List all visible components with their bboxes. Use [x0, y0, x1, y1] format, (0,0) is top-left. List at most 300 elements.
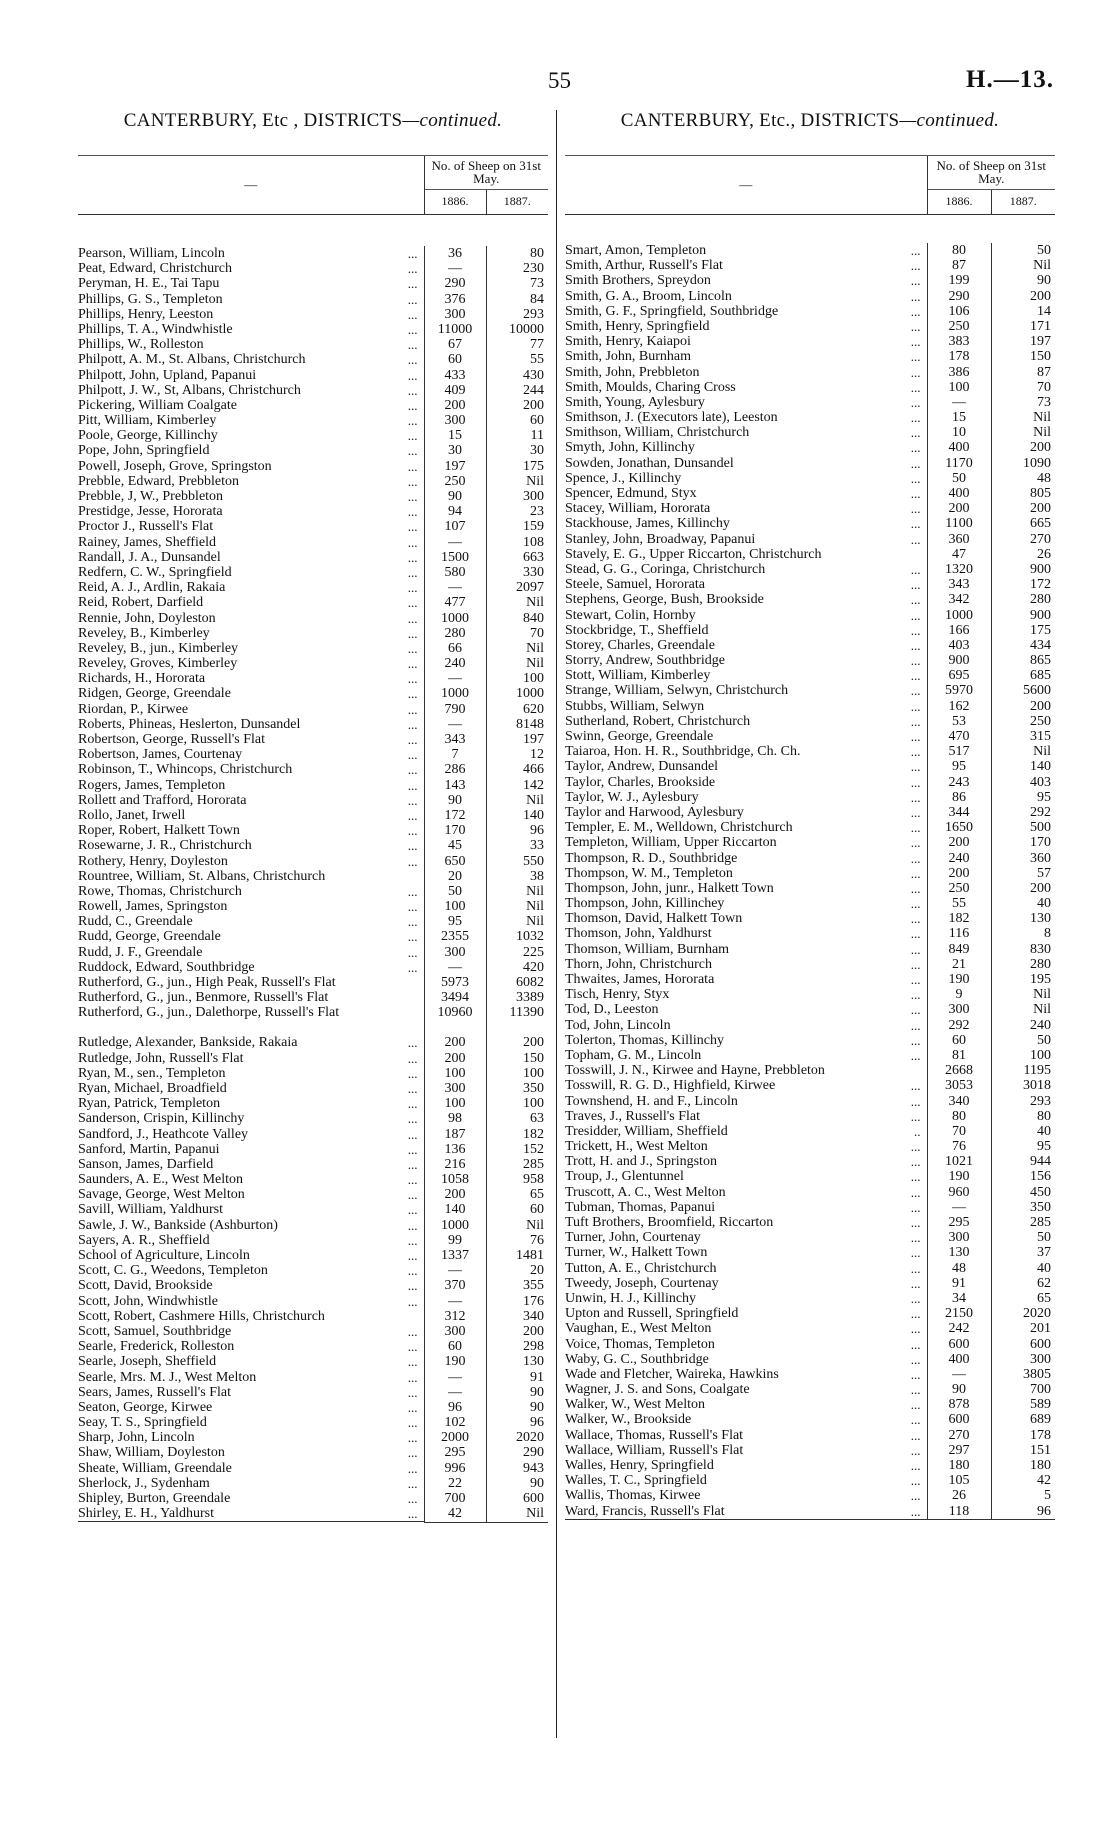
leader-dots: ...: [910, 865, 921, 881]
leader-dots: ...: [910, 1458, 921, 1473]
leader-dots: ...: [407, 914, 418, 930]
owner-cell: [78, 307, 424, 322]
sheep-count-1886: 292: [927, 1018, 991, 1033]
leader-dots: ...: [407, 337, 418, 353]
table-row: [78, 960, 548, 975]
owner-name: Thompson, W. M., Templeton: [565, 865, 733, 881]
leader-dots: ...: [910, 729, 921, 744]
leader-dots: ...: [407, 473, 418, 489]
owner-name: Thomson, John, Yaldhurst: [565, 926, 712, 942]
leader-dots: ...: [910, 1199, 921, 1215]
table-row: [565, 1428, 1055, 1443]
owner-name: Smith, John, Prebbleton: [565, 364, 700, 380]
sheep-count-1887: 350: [486, 1081, 548, 1096]
owner-name: Ruddock, Edward, Southbridge: [78, 959, 255, 975]
owner-name: Thomson, David, Halkett Town: [565, 911, 743, 927]
owner-cell: [78, 595, 424, 610]
owner-name: Rountree, William, St. Albans, Christchurch: [78, 868, 326, 884]
sheep-count-1886: —: [424, 580, 486, 595]
leader-dots: ...: [407, 321, 418, 337]
owner-cell: [78, 869, 424, 884]
table-row: [565, 608, 1055, 623]
owner-cell: [78, 337, 424, 352]
owner-name: Thorn, John, Christchurch: [565, 956, 712, 972]
leader-dots: ...: [407, 291, 418, 307]
sheep-count-1887: 96: [486, 1415, 548, 1430]
owner-name: Sheate, William, Greendale: [78, 1460, 232, 1476]
leader-dots: ...: [910, 486, 921, 501]
sheep-count-1887: 40: [991, 1261, 1055, 1276]
leader-dots: ...: [407, 1172, 418, 1188]
table-row: [565, 1033, 1055, 1048]
owner-name: Philpott, A. M., St. Albans, Christchurch: [78, 352, 306, 368]
sheep-count-1887: 201: [991, 1321, 1055, 1336]
sheep-count-1887: 943: [486, 1461, 548, 1476]
table-row: [78, 1233, 548, 1248]
sheep-count-1887: 685: [991, 668, 1055, 683]
owner-name: Ward, Francis, Russell's Flat: [565, 1504, 887, 1520]
leader-dots: ...: [407, 276, 418, 292]
sheep-count-1886: 1337: [424, 1248, 486, 1263]
sheep-count-1887: 159: [486, 519, 548, 534]
owner-name: Rutledge, John, Russell's Flat: [78, 1050, 244, 1066]
leader-dots: ...: [407, 1415, 418, 1431]
sheep-count-1886: 343: [927, 577, 991, 592]
sheep-count-1886: —: [424, 960, 486, 975]
leader-dots: ...: [910, 1336, 921, 1352]
sheep-count-1886: —: [424, 535, 486, 550]
owner-name: Sanderson, Crispin, Killinchy: [78, 1111, 245, 1127]
sheep-count-1886: 1100: [927, 516, 991, 531]
sheep-count-1887: 466: [486, 762, 548, 777]
owner-name: Savage, George, West Melton: [78, 1187, 245, 1203]
leader-dots: ...: [910, 774, 921, 790]
sheep-count-1886: 90: [927, 1382, 991, 1397]
owner-cell: [78, 778, 424, 793]
owner-name: Storey, Charles, Greendale: [565, 637, 715, 653]
sheep-count-1887: Nil: [991, 258, 1055, 273]
sheep-count-1887: 330: [486, 565, 548, 580]
sheep-count-1886: —: [927, 1200, 991, 1215]
owner-name: Taylor, Andrew, Dunsandel: [565, 759, 719, 775]
leader-dots: ...: [407, 1339, 418, 1355]
owner-name: Townshend, H. and F., Lincoln: [565, 1093, 738, 1109]
right-year-1887: 1887.: [991, 190, 1055, 215]
sheep-count-1886: 10960: [424, 1005, 486, 1035]
leader-dots: ...: [910, 379, 921, 395]
sheep-count-1887: 500: [991, 820, 1055, 835]
owner-name: Peat, Edward, Christchurch: [78, 261, 232, 277]
leader-dots: ...: [407, 1278, 418, 1294]
sheep-count-1886: 11000: [424, 322, 486, 337]
table-row: [78, 1172, 548, 1187]
sheep-count-1886: 26: [927, 1488, 991, 1503]
table-row: [78, 869, 548, 884]
table-row: [565, 1154, 1055, 1169]
sheep-count-1887: 315: [991, 729, 1055, 744]
sheep-count-1887: 95: [991, 1139, 1055, 1154]
table-row: [565, 1124, 1055, 1139]
table-row: [78, 1294, 548, 1309]
table-row: [78, 413, 548, 428]
leader-dots: ...: [910, 1351, 921, 1367]
owner-name: Pickering, William Coalgate: [78, 397, 237, 413]
leader-dots: ...: [910, 410, 921, 426]
sheep-count-1887: 240: [991, 1018, 1055, 1033]
right-column-title: CANTERBURY, Etc., DISTRICTS—continued.: [620, 110, 1000, 131]
owner-cell: [78, 1354, 424, 1369]
owner-name: Stewart, Colin, Hornby: [565, 607, 696, 623]
sheep-count-1886: 136: [424, 1142, 486, 1157]
owner-name: Smith, G. A., Broom, Lincoln: [565, 288, 732, 304]
sheep-count-1886: 242: [927, 1321, 991, 1336]
leader-dots: ...: [407, 458, 418, 474]
sheep-count-1886: 172: [424, 808, 486, 823]
table-row: [78, 823, 548, 838]
sheep-count-1886: 477: [424, 595, 486, 610]
sheep-count-1886: 90: [424, 489, 486, 504]
sheep-count-1887: 95: [991, 790, 1055, 805]
sheep-count-1887: 1000: [486, 686, 548, 701]
owner-name: Templer, E. M., Welldown, Christchurch: [565, 820, 793, 836]
sheep-count-1886: 700: [424, 1491, 486, 1506]
owner-name: Wagner, J. S. and Sons, Coalgate: [565, 1382, 750, 1398]
leader-dots: ...: [407, 1111, 418, 1127]
sheep-count-1887: 195: [991, 972, 1055, 987]
sheep-count-1886: 105: [927, 1473, 991, 1488]
owner-cell: [78, 322, 424, 337]
table-row: [78, 914, 548, 929]
sheep-count-1886: 182: [927, 911, 991, 926]
sheep-count-1886: 290: [424, 276, 486, 291]
sheep-count-1886: 433: [424, 368, 486, 383]
sheep-count-1886: 100: [424, 1096, 486, 1111]
leader-dots: ...: [407, 1323, 418, 1339]
leader-dots: ...: [910, 470, 921, 486]
table-row: [78, 1445, 548, 1460]
sheep-count-1887: Nil: [486, 595, 548, 610]
owner-cell: [78, 975, 424, 990]
owner-name: Pearson, William, Lincoln: [78, 246, 225, 261]
owner-name: Sanford, Martin, Papanui: [78, 1141, 220, 1157]
sheep-count-1886: 250: [927, 319, 991, 334]
table-row: [565, 334, 1055, 349]
sheep-count-1886: —: [424, 1385, 486, 1400]
owner-cell: [78, 1430, 424, 1445]
sheep-count-1887: 350: [991, 1200, 1055, 1215]
sheep-count-1887: Nil: [486, 899, 548, 914]
sheep-count-1886: 20: [424, 869, 486, 884]
leader-dots: ...: [910, 1382, 921, 1398]
left-sheep-table: [78, 246, 548, 1523]
leader-dots: ...: [407, 397, 418, 413]
leader-dots: [418, 1005, 424, 1035]
table-row: [565, 1488, 1055, 1503]
owner-name: Reveley, Groves, Kimberley: [78, 656, 238, 672]
owner-cell: [78, 762, 424, 777]
owner-cell: [78, 823, 424, 838]
leader-dots: ...: [910, 318, 921, 334]
sheep-count-1887: 50: [991, 1230, 1055, 1245]
leader-dots: ...: [910, 1427, 921, 1443]
sheep-count-1886: —: [424, 1370, 486, 1385]
table-row: [78, 1035, 548, 1050]
owner-cell: [78, 474, 424, 489]
sheep-count-1887: Nil: [486, 474, 548, 489]
sheep-count-1887: 1090: [991, 456, 1055, 471]
table-row: [565, 1321, 1055, 1336]
table-row: [78, 261, 548, 276]
sheep-count-1886: 130: [927, 1245, 991, 1260]
owner-name: Ryan, M., sen., Templeton: [78, 1065, 226, 1081]
owner-name: Tosswill, R. G. D., Highfield, Kirwee: [565, 1078, 776, 1094]
leader-dots: ...: [910, 956, 921, 972]
sheep-count-1887: 293: [486, 307, 548, 322]
sheep-count-1886: 290: [927, 289, 991, 304]
leader-dots: ...: [910, 1032, 921, 1048]
sheep-count-1886: 36: [424, 246, 486, 261]
owner-cell: [78, 899, 424, 914]
sheep-count-1886: 187: [424, 1127, 486, 1142]
owner-name: Smith, Young, Aylesbury: [565, 394, 705, 410]
table-row: [78, 1005, 548, 1035]
leader-dots: ...: [910, 653, 921, 669]
sheep-count-1886: 102: [424, 1415, 486, 1430]
leader-dots: ...: [910, 698, 921, 714]
sheep-count-1886: —: [927, 395, 991, 410]
owner-cell: [78, 1005, 424, 1035]
sheep-count-1886: 360: [927, 532, 991, 547]
owner-cell: [78, 1035, 424, 1050]
leader-dots: ...: [407, 1187, 418, 1203]
owner-cell: [78, 504, 424, 519]
table-row: [565, 516, 1055, 531]
owner-cell: [78, 1445, 424, 1460]
sheep-count-1886: 100: [927, 380, 991, 395]
table-row: [565, 805, 1055, 820]
sheep-count-1886: 99: [424, 1233, 486, 1248]
leader-dots: ...: [407, 1293, 418, 1309]
sheep-count-1886: 400: [927, 1352, 991, 1367]
table-row: [565, 1473, 1055, 1488]
table-row: [565, 456, 1055, 471]
sheep-count-1886: 200: [424, 1035, 486, 1050]
table-row: [78, 276, 548, 291]
leader-dots: ...: [910, 637, 921, 653]
sheep-count-1886: 300: [424, 413, 486, 428]
leader-dots: ...: [407, 656, 418, 672]
table-row: [78, 1385, 548, 1400]
table-row: [78, 717, 548, 732]
owner-name: Strange, William, Selwyn, Christchurch: [565, 683, 789, 699]
leader-dots: ...: [910, 683, 921, 699]
table-row: [78, 1142, 548, 1157]
leader-dots: [418, 975, 424, 990]
sheep-count-1886: 118: [927, 1504, 991, 1520]
owner-name: Phillips, G. S., Templeton: [78, 291, 223, 307]
table-row: [78, 808, 548, 823]
owner-name: Redfern, C. W., Springfield: [78, 564, 232, 580]
leader-dots: ...: [910, 972, 921, 987]
sheep-count-1887: 48: [991, 471, 1055, 486]
sheep-count-1887: 20: [486, 1263, 548, 1278]
owner-cell: [78, 914, 424, 929]
table-row: [565, 729, 1055, 744]
sheep-count-1887: 90: [486, 1476, 548, 1491]
right-sheep-header: No. of Sheep on 31st May.: [927, 156, 1055, 190]
owner-cell: [78, 626, 424, 641]
owner-cell: [78, 246, 424, 261]
owner-name: Sanson, James, Darfield: [78, 1156, 214, 1172]
table-row: [565, 365, 1055, 380]
sheep-count-1887: 40: [991, 1124, 1055, 1139]
table-row: [565, 744, 1055, 759]
sheep-count-1886: 960: [927, 1185, 991, 1200]
table-row: [78, 1370, 548, 1385]
sheep-count-1886: 47: [927, 547, 991, 562]
sheep-count-1886: 140: [424, 1202, 486, 1217]
table-row: [78, 778, 548, 793]
table-row: [565, 699, 1055, 714]
owner-name: Peryman, H. E., Tai Tapu: [78, 276, 220, 292]
owner-cell: [78, 1187, 424, 1202]
left-year-1887: 1887.: [486, 190, 548, 215]
owner-name: Upton and Russell, Springfield: [565, 1306, 739, 1322]
sheep-count-1887: Nil: [486, 1506, 548, 1522]
sheep-count-1886: 517: [927, 744, 991, 759]
owner-cell: [78, 945, 424, 960]
sheep-count-1886: 60: [927, 1033, 991, 1048]
leader-dots: ...: [910, 850, 921, 866]
sheep-count-1887: 403: [991, 775, 1055, 790]
leader-dots: ...: [910, 1488, 921, 1504]
sheep-count-1887: 689: [991, 1412, 1055, 1427]
table-row: [565, 1504, 1055, 1520]
leader-dots: ...: [407, 549, 418, 565]
table-row: [78, 580, 548, 595]
owner-name: Roper, Robert, Halkett Town: [78, 823, 240, 839]
owner-name: Rutherford, G., jun., High Peak, Russell's Flat: [78, 975, 336, 990]
sheep-count-1886: 386: [927, 365, 991, 380]
owner-name: Taylor, Charles, Brookside: [565, 774, 716, 790]
sheep-count-1887: 244: [486, 383, 548, 398]
owner-cell: [78, 276, 424, 291]
leader-dots: ...: [910, 1397, 921, 1413]
table-row: [78, 595, 548, 610]
owner-cell: [78, 292, 424, 307]
table-row: [78, 489, 548, 504]
table-row: [78, 1476, 548, 1491]
table-row: [78, 337, 548, 352]
table-row: [78, 762, 548, 777]
table-row: [78, 975, 548, 990]
sheep-count-1887: Nil: [486, 641, 548, 656]
owner-name: Randall, J. A., Dunsandel: [78, 549, 221, 565]
sheep-count-1887: 100: [991, 1048, 1055, 1063]
sheep-count-1887: 87: [991, 365, 1055, 380]
owner-name: Poole, George, Killinchy: [78, 428, 218, 444]
sheep-count-1886: 376: [424, 292, 486, 307]
owner-name: Sawle, J. W., Bankside (Ashburton): [78, 1217, 278, 1233]
leader-dots: ...: [407, 762, 418, 778]
leader-dots: ...: [910, 258, 921, 274]
leader-dots: ...: [910, 273, 921, 289]
leader-dots: ...: [910, 1215, 921, 1230]
sheep-count-1886: 162: [927, 699, 991, 714]
leader-dots: ...: [910, 1275, 921, 1291]
sheep-count-1886: 116: [927, 926, 991, 941]
leader-dots: ...: [910, 1366, 921, 1382]
owner-cell: [78, 1294, 424, 1309]
table-row: [565, 319, 1055, 334]
owner-cell: [78, 368, 424, 383]
owner-name: Robertson, George, Russell's Flat: [78, 732, 265, 747]
leader-dots: ...: [910, 804, 921, 820]
table-row: [565, 987, 1055, 1002]
sheep-count-1887: 200: [486, 1035, 548, 1050]
owner-cell: [78, 1218, 424, 1233]
owner-name: Robertson, James, Courtenay: [78, 747, 243, 763]
owner-name: Thompson, R. D., Southbridge: [565, 850, 738, 866]
leader-dots: ...: [407, 367, 418, 383]
owner-name: Smith, Henry, Kaiapoi: [565, 334, 691, 350]
owner-cell: [78, 1491, 424, 1506]
owner-name: Saunders, A. E., West Melton: [78, 1172, 244, 1188]
sheep-count-1886: 30: [424, 443, 486, 458]
owner-name: Voice, Thomas, Templeton: [565, 1336, 715, 1352]
sheep-count-1887: 300: [486, 489, 548, 504]
owner-cell: [78, 929, 424, 944]
owner-name: Phillips, Henry, Leeston: [78, 306, 214, 322]
sheep-count-1887: 430: [486, 368, 548, 383]
sheep-count-1886: 200: [927, 835, 991, 850]
sheep-count-1886: 878: [927, 1397, 991, 1412]
table-row: [78, 1111, 548, 1126]
owner-name: Thompson, John, junr., Halkett Town: [565, 880, 774, 896]
sheep-count-1886: 240: [424, 656, 486, 671]
owner-cell: [78, 1111, 424, 1126]
owner-cell: [78, 732, 424, 747]
table-row: [78, 732, 548, 747]
sheep-count-1886: 67: [424, 337, 486, 352]
sheep-count-1887: 270: [991, 532, 1055, 547]
sheep-count-1886: 286: [424, 762, 486, 777]
owner-name: Scott, David, Brookside: [78, 1278, 213, 1294]
leader-dots: ...: [910, 440, 921, 456]
owner-name: Robinson, T., Whincops, Christchurch: [78, 762, 293, 778]
leader-dots: ...: [407, 610, 418, 626]
left-table-header: [78, 155, 548, 215]
sheep-count-1887: 3389: [486, 990, 548, 1005]
owner-name: Rudd, J. F., Greendale: [78, 944, 203, 960]
sheep-count-1887: 420: [486, 960, 548, 975]
sheep-count-1886: 95: [424, 914, 486, 929]
table-row: [565, 501, 1055, 516]
sheep-count-1886: 199: [927, 273, 991, 288]
sheep-count-1887: 76: [486, 1233, 548, 1248]
owner-name: Walker, W., Brookside: [565, 1412, 692, 1428]
sheep-count-1886: —: [424, 1263, 486, 1278]
sheep-count-1887: 100: [486, 1096, 548, 1111]
leader-dots: ...: [910, 531, 921, 547]
sheep-count-1886: 300: [424, 307, 486, 322]
table-row: [78, 292, 548, 307]
leader-dots: ...: [910, 668, 921, 684]
owner-name: Ryan, Michael, Broadfield: [78, 1080, 227, 1096]
table-row: [565, 395, 1055, 410]
sheep-count-1887: 170: [991, 835, 1055, 850]
sheep-count-1886: 100: [424, 899, 486, 914]
